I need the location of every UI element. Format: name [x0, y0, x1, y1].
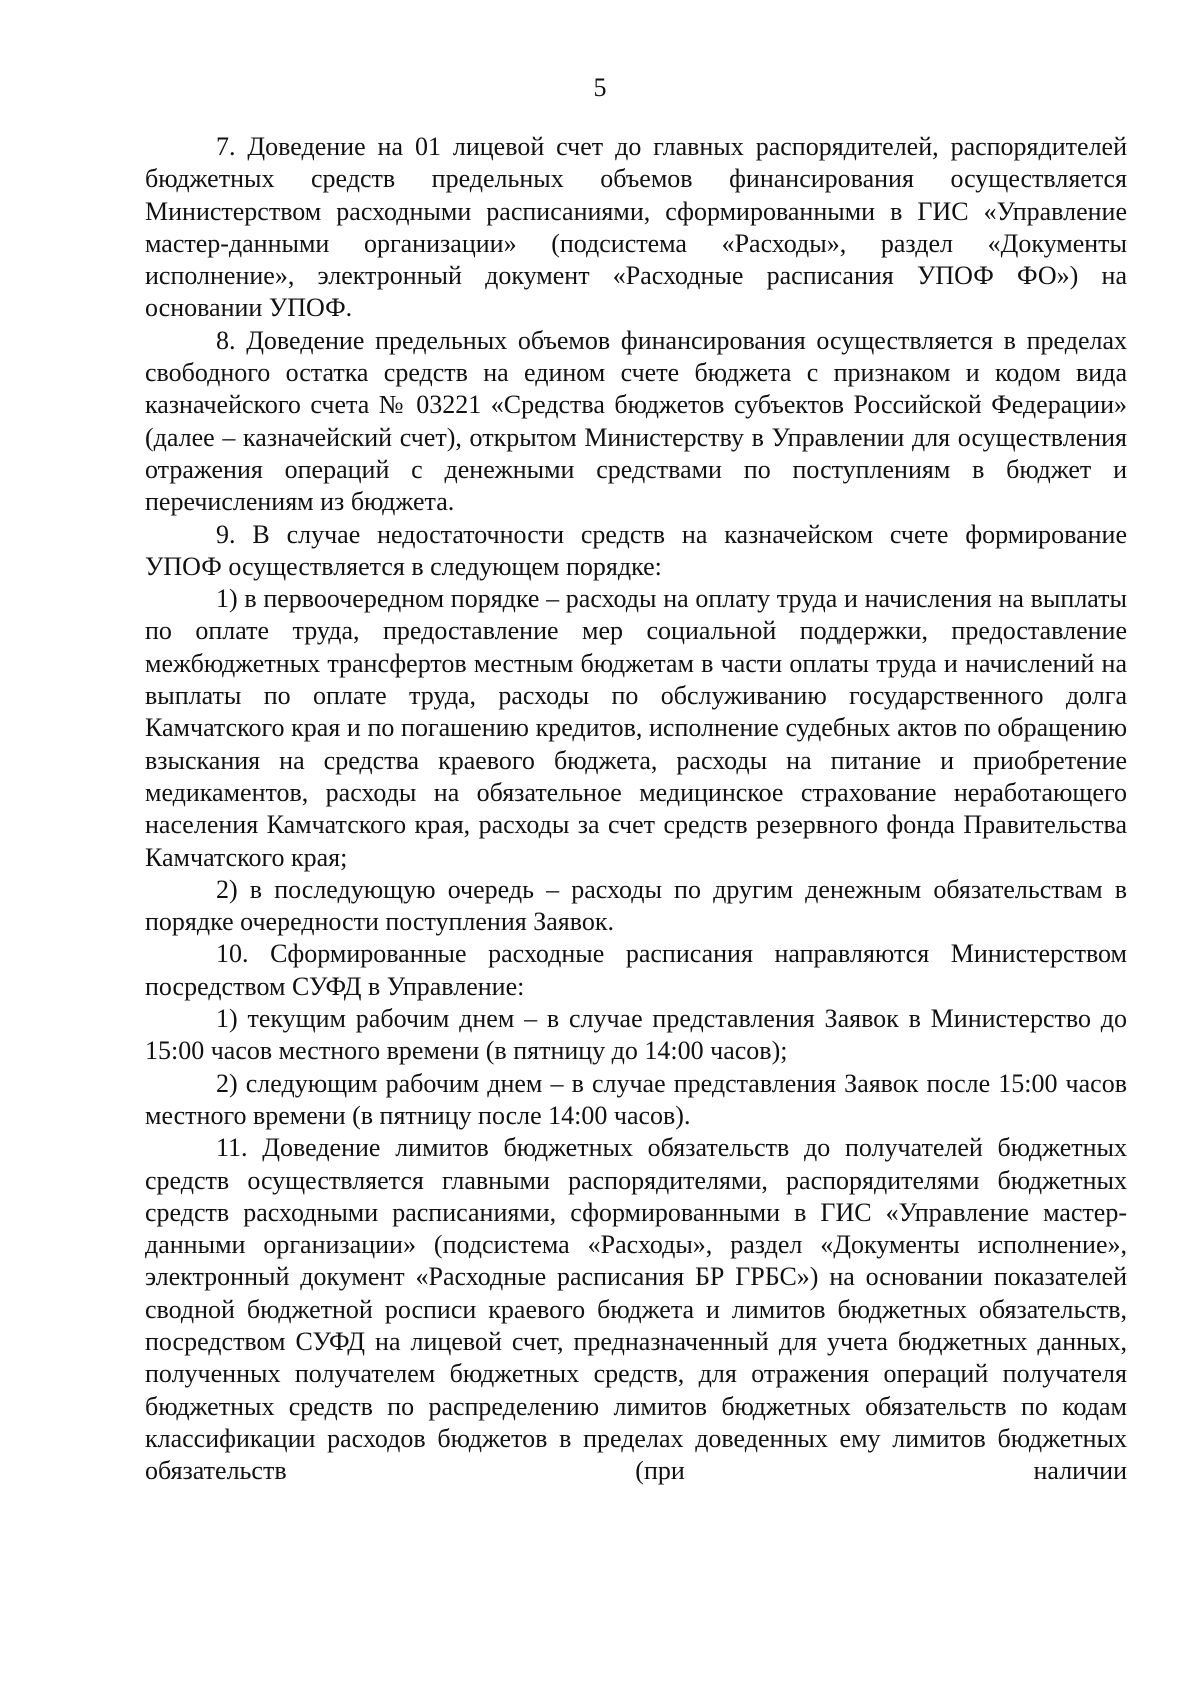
document-body	[145, 131, 1127, 1487]
paragraph-9: 9. В случае недостаточности средств на казначейском счете формирование УПОФ осуществляется в следующем порядке:	[145, 519, 1127, 581]
page-number: 5	[593, 73, 607, 102]
paragraph-10: 10. Сформированные расходные расписания направляются Министерством посредством СУФД в Управление:	[145, 939, 1127, 1001]
paragraph-8: 8. Доведение предельных объемов финансирования осуществляется в пределах свободного остатка средств на едином счете бюджета с признаком и кодом вида казначейского счета № 03221 «Средства бюджетов субъектов Российской Федерации» (далее – казначейский счет), открытом Министерству в Управлении для осуществления отражения операций с денежными средствами по поступлениям в бюджет и перечислениям из бюджета.	[145, 325, 1127, 517]
paragraph-7: 7. Доведение на 01 лицевой счет до главных распорядителей, распорядителей бюджетных средств предельных объемов финансирования осуществляется Министерством расходными расписаниями, сформированными в ГИС «Управление мастер-данными организации» (подсистема «Расходы», раздел «Документы исполнение», электронный документ «Расходные расписания УПОФ ФО») на основании УПОФ.	[145, 132, 1127, 323]
paragraph-10-item-2: 2) следующим рабочим днем – в случае представления Заявок после 15:00 часов местного времени (в пятницу после 14:00 часов).	[145, 1068, 1127, 1130]
paragraph-9-item-1: 1) в первоочередном порядке – расходы на оплату труда и начисления на выплаты по оплате труда, предоставление мер социальной поддержки, предоставление межбюджетных трансфертов местным бюджетам в части оплаты труда и начислений на выплаты по оплате труда, расходы по обслуживанию государственного долга Камчатского края и по погашению кредитов, исполнение судебных актов по обращению взыскания на средства краевого бюджета, расходы на питание и приобретение медикаментов, расходы на обязательное медицинское страхование неработающего населения Камчатского края, расходы за счет средств резервного фонда Правительства Камчатского края;	[145, 584, 1127, 872]
paragraph-10-item-1: 1) текущим рабочим днем – в случае представления Заявок в Министерство до 15:00 часов местного времени (в пятницу до 14:00 часов);	[145, 1004, 1127, 1066]
paragraph-9-item-2: 2) в последующую очередь – расходы по другим денежным обязательствам в порядке очередности поступления Заявок.	[145, 874, 1127, 937]
paragraph-11: 11. Доведение лимитов бюджетных обязательств до получателей бюджетных средств осуществляется главными распорядителями, распорядителями бюджетных средств расходными расписаниями, сформированными в ГИС «Управление мастер-данными организации» (подсистема «Расходы», раздел «Документы исполнение», электронный документ «Расходные расписания БР ГРБС») на основании показателей сводной бюджетной росписи краевого бюджета и лимитов бюджетных обязательств, посредством СУФД на лицевой счет, предназначенный для учета бюджетных данных, полученных получателем бюджетных средств, для отражения операций получателя бюджетных средств по распределению лимитов бюджетных обязательств по кодам классификации расходов бюджетов в пределах доведенных ему лимитов бюджетных обязательств (при наличии	[145, 1133, 1127, 1486]
